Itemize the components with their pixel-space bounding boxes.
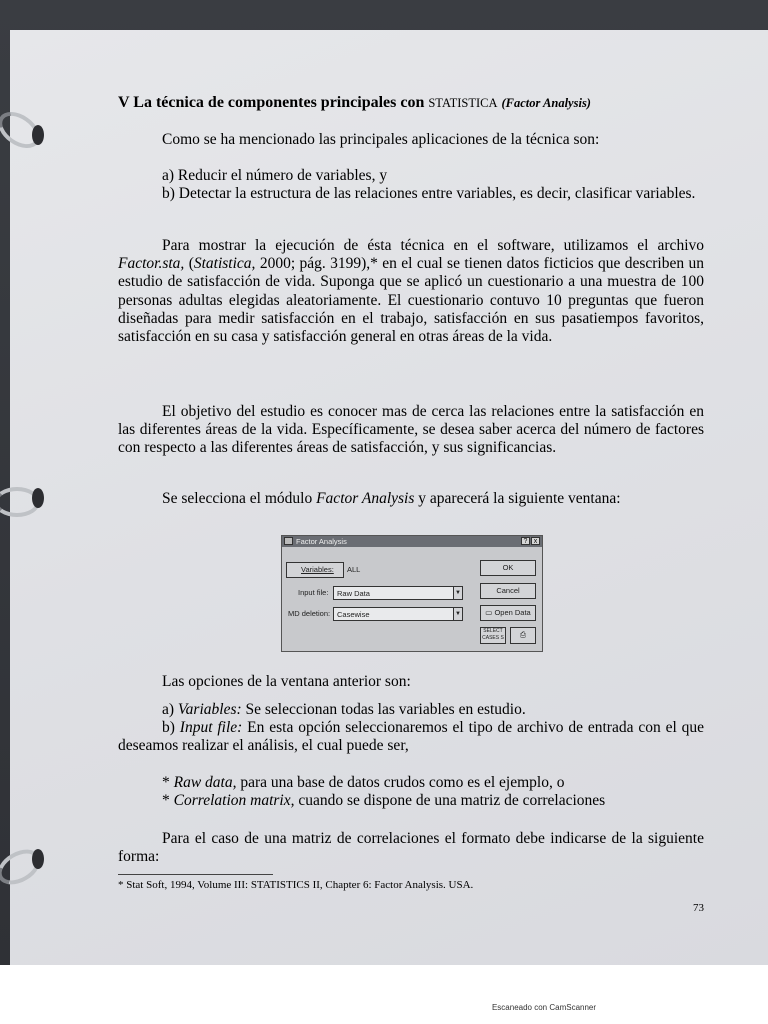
md-deletion-label: MD deletion: (288, 609, 331, 618)
input-file-value: Raw Data (337, 589, 370, 598)
chevron-down-icon[interactable]: ▼ (453, 608, 462, 620)
ok-label: OK (502, 563, 514, 572)
select-cases-button[interactable] (480, 627, 506, 644)
variables-value: ALL (347, 565, 361, 574)
dialog-title: Factor Analysis (296, 537, 347, 546)
variables-label: Variables: (301, 565, 334, 574)
bullet-raw-data: * Raw data, para una base de datos crudos como es el ejemplo, o (162, 774, 565, 791)
input-file-label: Input file: (298, 588, 329, 597)
cancel-button[interactable] (480, 583, 536, 599)
paragraph-1: Para mostrar la ejecución de ésta técnica en el software, utilizamos el archivo Factor.sta, (Statistica, 2000; pág. 3199),* en el cual se tienen datos ficticios que describen un estudio de satisfacción de vida. Suponga que se aplicó un cuestionario a una muestra de 100 personas adultas elegidas aleatoriamente. El cuestionario contuvo 10 preguntas que fueron diseñadas para medir satisfacción en el trabajo, satisfacción en sus pasatiempos favoritos, satisfacción en su casa y satisfacción general en otras áreas de la vida. (118, 237, 704, 346)
folder-icon: ▭ (485, 608, 493, 617)
option-b: b) Input file: En esta opción seleccionaremos el tipo de archivo de entrada con el que deseamos realizar el análisis, el cual puede ser, (118, 719, 704, 755)
close-button[interactable]: x (531, 537, 540, 545)
input-file-select[interactable] (333, 586, 463, 600)
select-cases-label: SELECT CASES (482, 628, 503, 641)
punch-hole-top (32, 125, 44, 145)
chevron-down-icon[interactable]: ▼ (453, 587, 462, 599)
printer-icon: ⎙ (520, 630, 526, 639)
help-button[interactable]: ? (521, 537, 530, 545)
md-deletion-select[interactable] (333, 607, 463, 621)
footnote-divider (118, 874, 273, 875)
footnote: * Stat Soft, 1994, Volume III: STATISTICS II, Chapter 6: Factor Analysis. USA. (118, 879, 474, 891)
select-cases-code: S (500, 635, 504, 641)
paragraph-2: El objetivo del estudio es conocer mas de cerca las relaciones entre la satisfacción en las diferentes áreas de la vida. Específicamente, se desea saber acerca del número de factores con respecto a las diferentes áreas de satisfacción, y sus significancias. (118, 403, 704, 457)
options-intro: Las opciones de la ventana anterior son: (162, 673, 411, 690)
paragraph-4: Para el caso de una matriz de correlaciones el formato debe indicarse de la siguiente forma: (118, 830, 704, 866)
bullet-correlation-matrix: * Correlation matrix, cuando se dispone de una matriz de correlaciones (162, 792, 606, 809)
section-heading: V La técnica de componentes principales con STATISTICA (Factor Analysis) (118, 94, 591, 111)
ok-button[interactable] (480, 560, 536, 576)
factor-analysis-dialog (281, 535, 543, 652)
variables-button[interactable] (286, 562, 344, 578)
list-item-b: b) Detectar la estructura de las relaciones entre variables, es decir, clasificar variables. (162, 185, 696, 202)
paragraph-3: Se selecciona el módulo Factor Analysis y aparecerá la siguiente ventana: (162, 490, 621, 507)
open-data-button[interactable] (480, 605, 536, 621)
option-a: a) Variables: Se seleccionan todas las variables en estudio. (162, 701, 526, 718)
punch-hole-bottom (32, 849, 44, 869)
md-deletion-value: Casewise (337, 610, 370, 619)
list-item-a: a) Reducir el número de variables, y (162, 167, 388, 184)
open-data-label: Open Data (494, 608, 531, 617)
intro-text: Como se ha mencionado las principales aplicaciones de la técnica son: (162, 131, 600, 148)
cancel-label: Cancel (496, 586, 520, 595)
print-button[interactable] (510, 627, 536, 644)
scanner-watermark: Escaneado con CamScanner (491, 1003, 597, 1012)
dialog-title-bar (282, 536, 542, 547)
punch-hole-middle (32, 488, 44, 508)
page-number: 73 (693, 902, 704, 914)
system-menu-icon[interactable] (284, 537, 293, 545)
